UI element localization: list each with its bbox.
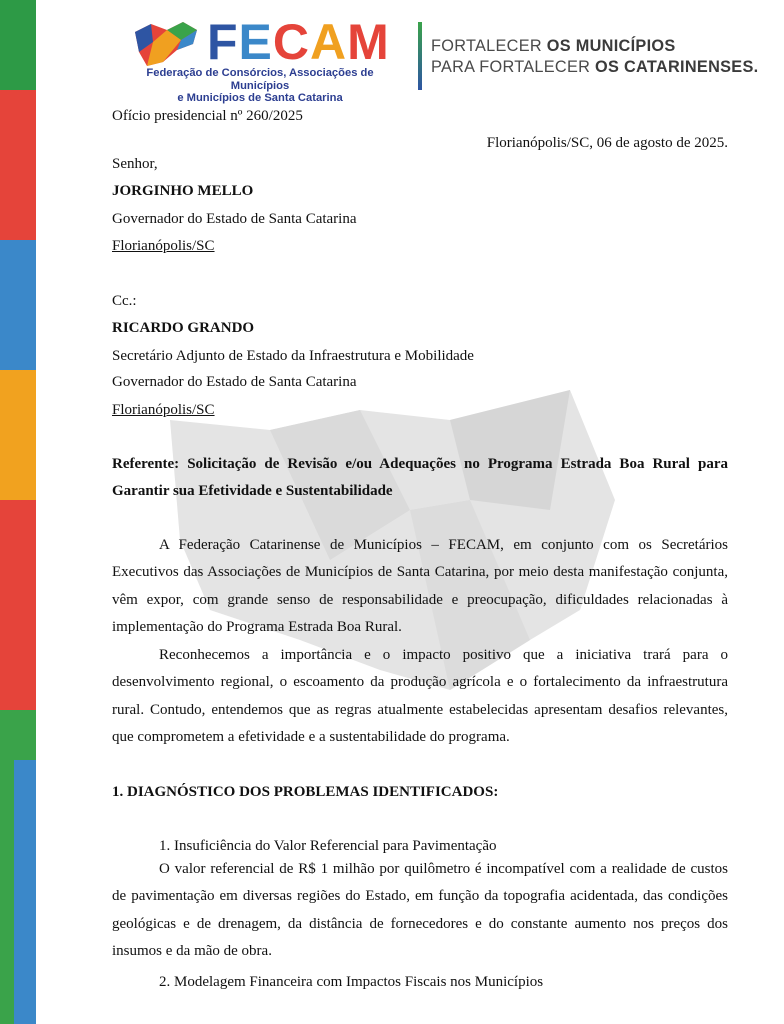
stripe-segment: [0, 240, 36, 370]
body-paragraph: Reconhecemos a importância e o impacto positivo que a iniciativa trará para o desenvolvimento regional, o escoamento da produção agrícola e o fortalecimento da infraestrutura rural. Contudo, entendemos que as regras atualmente estabelecidas apresentam desafios relevantes, que comprometem a efetividade e a sustentabilidade do programa.: [112, 647, 728, 746]
slogan-regular: FORTALECER: [431, 37, 547, 55]
cc-name: RICARDO GRANDO: [112, 320, 255, 336]
federation-line: Federação de Consórcios, Associações de Municípios: [146, 67, 374, 92]
recipient-city: Florianópolis/SC: [112, 238, 215, 254]
fecam-wordmark: [207, 14, 390, 70]
federation-line: e Municípios de Santa Catarina: [177, 92, 343, 104]
stripe-segment: [0, 500, 36, 710]
logo-letter: M: [347, 14, 390, 70]
slogan-line: [431, 57, 758, 78]
date-line: Florianópolis/SC, 06 de agosto de 2025.: [486, 135, 728, 151]
logo-letter: E: [238, 14, 273, 70]
body-paragraph: A Federação Catarinense de Municípios – FECAM, em conjunto com os Secretários Executivos das Associações de Municípios de Santa Catarina, por meio desta manifestação conjunta, vêm expor, com grande senso de responsabilidade e preocupação, dificuldades relacionadas à implementação do Programa Estrada Boa Rural.: [112, 537, 728, 636]
decorative-side-stripe: [0, 0, 36, 1024]
slogan-bold: OS CATARINENSES.: [595, 58, 759, 76]
slogan-line: [431, 36, 758, 57]
section-heading: 1. DIAGNÓSTICO DOS PROBLEMAS IDENTIFICADOS:: [112, 784, 499, 800]
cc-city: Florianópolis/SC: [112, 402, 215, 418]
stripe-segment: [0, 370, 36, 500]
fecam-map-logo-icon: [133, 22, 199, 68]
federation-name: [123, 67, 397, 105]
slogan-regular: PARA FORTALECER: [431, 58, 596, 76]
logo-letter: F: [207, 14, 239, 70]
slogan: [431, 36, 758, 78]
logo-letter: C: [272, 14, 311, 70]
cc-label: Cc.:: [112, 293, 137, 309]
header-divider: [418, 22, 422, 90]
item-title: 2. Modelagem Financeira com Impactos Fiscais nos Municípios: [159, 974, 544, 990]
body-paragraph: O valor referencial de R$ 1 milhão por quilômetro é incompatível com a realidade de custos de pavimentação em diversas regiões do Estado, em função da topografia acidentada, das condições geológicas e de drenagem, da distância de fornecedores e do constante aumento nos preços dos insumos e da mão de obra.: [112, 861, 728, 960]
cc-title-2: Governador do Estado de Santa Catarina: [112, 374, 357, 390]
letterhead: [0, 0, 784, 104]
recipient-title: Governador do Estado de Santa Catarina: [112, 211, 357, 227]
stripe-segment: [14, 760, 36, 1024]
subject-line: Referente: Solicitação de Revisão e/ou Adequações no Programa Estrada Boa Rural para Garantir sua Efetividade e Sustentabilidade: [112, 456, 728, 500]
reference-number: Ofício presidencial nº 260/2025: [112, 108, 303, 124]
recipient-name: JORGINHO MELLO: [112, 183, 254, 199]
salutation: Senhor,: [112, 156, 158, 172]
cc-title: Secretário Adjunto de Estado da Infraestrutura e Mobilidade: [112, 348, 474, 364]
stripe-segment: [0, 90, 36, 240]
slogan-bold: OS MUNICÍPIOS: [546, 37, 676, 55]
logo-letter: A: [310, 14, 348, 70]
item-title: 1. Insuficiência do Valor Referencial para Pavimentação: [159, 838, 497, 854]
